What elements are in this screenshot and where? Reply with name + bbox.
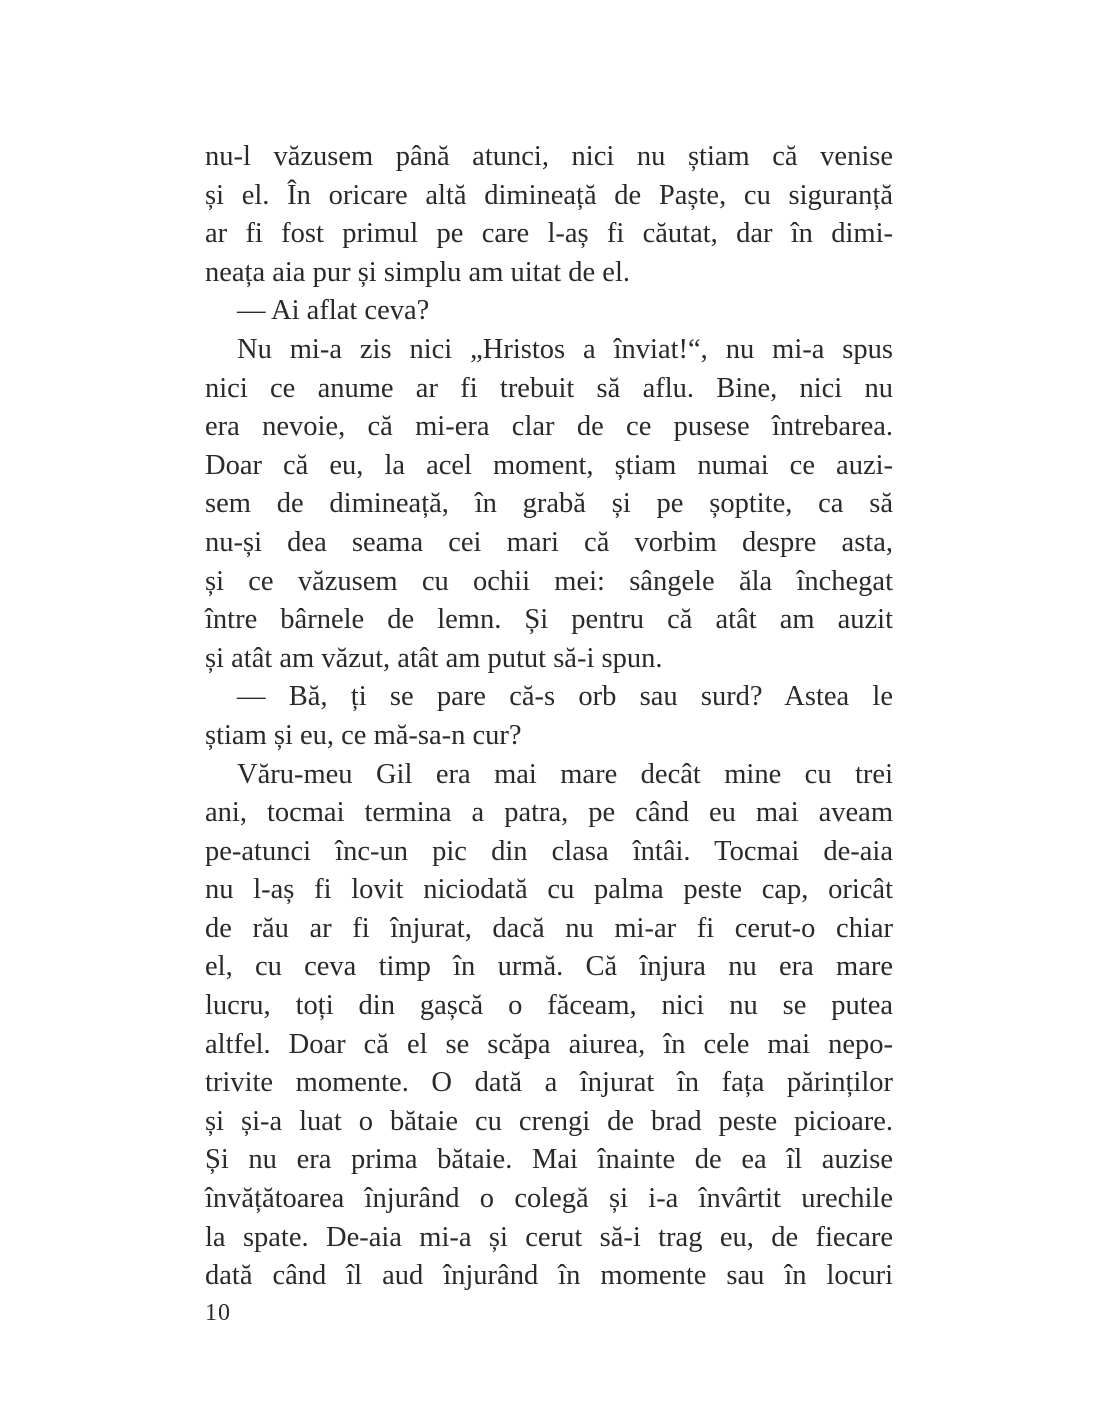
text-line: Și nu era prima bătaie. Mai înainte de ea îl auzise	[205, 1144, 893, 1176]
text-line: pe-atunci înc-un pic din clasa întâi. Tocmai de-aia	[205, 835, 893, 867]
text-line: trivite momente. O dată a înjurat în fața părinților	[205, 1067, 893, 1099]
text-line: nu-l văzusem până atunci, nici nu știam că venise	[205, 141, 893, 172]
text-line: și și-a luat o bătaie cu crengi de brad peste picioare.	[205, 1105, 893, 1137]
text-line: și ce văzusem cu ochii mei: sângele ăla închegat	[205, 565, 893, 597]
text-line: nici ce anume ar fi trebuit să aflu. Bine, nici nu	[205, 372, 893, 404]
text-line: și atât am văzut, atât am putut să-i spun.	[205, 642, 663, 674]
text-line: la spate. De-aia mi-a și cerut să-i trag eu, de fiecare	[205, 1221, 893, 1253]
text-line: știam și eu, ce mă-sa-n cur?	[205, 719, 522, 751]
text-line: dată când îl aud înjurând în momente sau în locuri	[205, 1260, 893, 1292]
text-line: și el. În oricare altă dimineață de Paște, cu siguranță	[205, 179, 893, 211]
text-line: Văru-meu Gil era mai mare decât mine cu trei	[237, 758, 893, 790]
page-number: 10	[205, 1300, 231, 1326]
text-line: neața aia pur și simplu am uitat de el.	[205, 256, 630, 288]
text-line: Nu mi-a zis nici „Hristos a înviat!“, nu mi-a spus	[237, 333, 893, 365]
text-line: nu-și dea seama cei mari că vorbim despre asta,	[205, 526, 893, 558]
text-line: de rău ar fi înjurat, dacă nu mi-ar fi cerut-o chiar	[205, 912, 893, 944]
text-line: ani, tocmai termina a patra, pe când eu mai aveam	[205, 797, 893, 829]
page-body-text	[205, 138, 893, 1296]
text-line: nu l-aș fi lovit niciodată cu palma peste cap, oricât	[205, 874, 893, 906]
text-line: lucru, toți din gașcă o făceam, nici nu se putea	[205, 990, 893, 1022]
text-line: — Bă, ți se pare că-s orb sau surd? Astea le	[237, 681, 893, 713]
text-line: — Ai aflat ceva?	[237, 295, 430, 327]
text-line: ar fi fost primul pe care l-aș fi căutat, dar în dimi-	[205, 218, 893, 250]
text-line: învățătoarea înjurând o colegă și i-a învârtit urechile	[205, 1183, 893, 1215]
text-line: sem de dimineață, în grabă și pe șoptite, ca să	[205, 488, 893, 520]
text-line: el, cu ceva timp în urmă. Că înjura nu era mare	[205, 951, 893, 983]
text-line: între bârnele de lemn. Și pentru că atât am auzit	[205, 604, 893, 636]
text-line: altfel. Doar că el se scăpa aiurea, în cele mai nepo-	[205, 1028, 893, 1060]
text-line: Doar că eu, la acel moment, știam numai ce auzi-	[205, 449, 893, 481]
text-line: era nevoie, că mi-era clar de ce pusese întrebarea.	[205, 411, 893, 443]
